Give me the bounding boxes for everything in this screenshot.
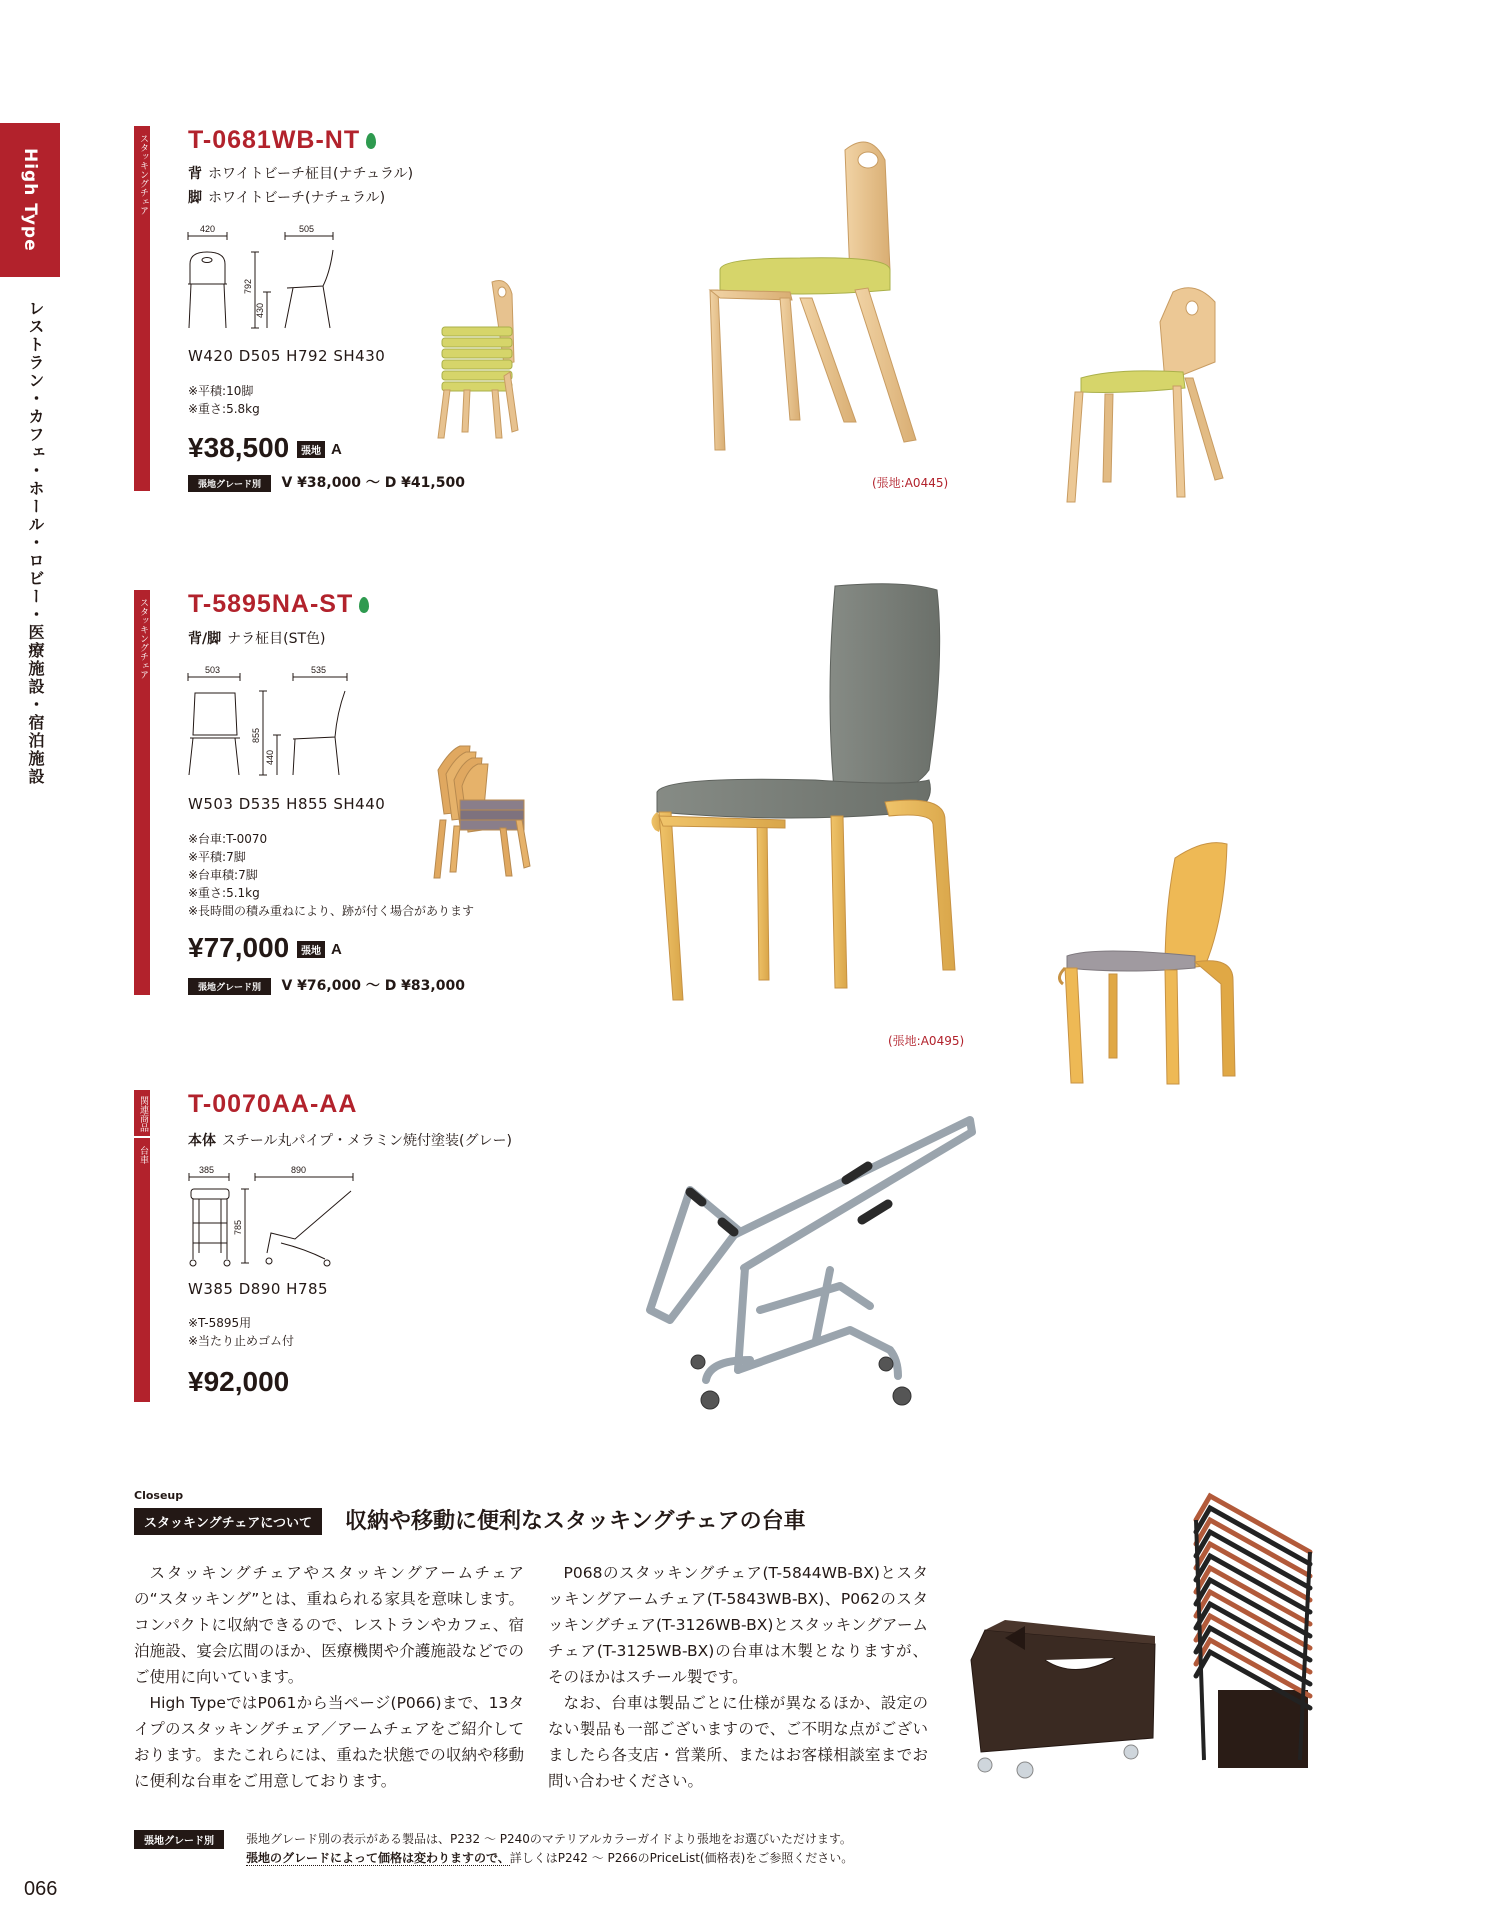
- price-value: ¥38,500: [188, 432, 290, 463]
- footer-note-2: [246, 1849, 853, 1866]
- dim-depth-label: 535: [311, 665, 327, 675]
- notes-list: [188, 830, 474, 920]
- grade-badge: 張地グレード別: [188, 475, 271, 492]
- spec-line: [188, 628, 326, 648]
- cart-image: [630, 1110, 990, 1430]
- fabric-badge: 張地: [297, 941, 325, 958]
- dimension-drawing: [185, 663, 350, 781]
- related-products-label: 関連商品: [138, 1096, 148, 1132]
- spec-line: [188, 1130, 512, 1150]
- dim-seat-height-label: 440: [265, 749, 275, 765]
- closeup-column-1: [134, 1560, 524, 1794]
- grade-range-line: [188, 472, 465, 492]
- dim-height-label: 855: [251, 727, 261, 743]
- fabric-grade: A: [331, 941, 342, 959]
- footer-note: 張地グレード別の表示がある製品は、P232 ～ P240のマテリアルカラーガイドより張地をお選びいただけます。: [246, 1832, 852, 1846]
- category-divider: [134, 1136, 150, 1138]
- model-text: T-0070AA-AA: [188, 1090, 358, 1118]
- spec-label: 背/脚: [188, 631, 222, 647]
- product-category-bar: [134, 126, 150, 491]
- model-text: T-0681WB-NT: [188, 126, 361, 154]
- stacked-chairs-image: [432, 272, 524, 442]
- closeup-paragraph: P068のスタッキングチェア(T-5844WB-BX)とスタッキングアームチェア(T-5843WB-BX)、P062のスタッキングチェア(T-3126WB-BX)とスタッキングアームチェア(T-3125WB-BX)の台車は木製となりますが、そのほかはスチール製です。: [548, 1564, 928, 1686]
- note-item: ※台車:T-0070: [188, 832, 268, 846]
- dimensions-text: W503 D535 H855 SH440: [188, 795, 386, 813]
- spec-value: ホワイトビーチ柾目(ナチュラル): [208, 166, 414, 182]
- price-value: ¥77,000: [188, 932, 290, 963]
- chair-main-image: [645, 580, 965, 1020]
- dim-width-label: 420: [200, 224, 216, 234]
- footer-grade-badge: 張地グレード別: [134, 1830, 224, 1849]
- note-item: ※平積:7脚: [188, 850, 246, 864]
- spec-line: [188, 187, 385, 207]
- chair-side-image: [1055, 282, 1235, 507]
- dim-height-label: 785: [233, 1219, 243, 1235]
- stacked-chairs-cart-image: [1180, 1490, 1340, 1780]
- note-item: ※重さ:5.1kg: [188, 886, 260, 900]
- price-value: ¥92,000: [188, 1366, 290, 1397]
- grade-range-line: [188, 975, 465, 995]
- dim-depth-label: 890: [291, 1165, 307, 1175]
- dimension-drawing: [185, 1163, 360, 1273]
- spec-label: 背: [188, 166, 202, 182]
- note-item: ※当たり止めゴム付: [188, 1334, 295, 1348]
- dim-width-label: 385: [199, 1165, 215, 1175]
- closeup-paragraph: High TypeではP061から当ページ(P066)まで、13タイプのスタッキングチェア／アームチェアをご紹介しております。またこれらには、重ねた状態での収納や移動に便利な台車をご用意しております。: [134, 1694, 524, 1790]
- spec-value: ホワイトビーチ(ナチュラル): [208, 190, 386, 206]
- note-item: ※台車積:7脚: [188, 868, 258, 882]
- grade-range: V ¥76,000 ～ D ¥83,000: [281, 978, 465, 994]
- chair-side-image: [1055, 838, 1255, 1088]
- chair-main-image: [680, 130, 960, 460]
- spec-line: [188, 163, 413, 183]
- page-number: 066: [24, 1878, 58, 1900]
- product-category-label: スタッキングチェア: [138, 134, 148, 215]
- product-category-bar: [134, 590, 150, 995]
- eco-leaf-icon: [366, 133, 376, 149]
- dimensions-text: W420 D505 H792 SH430: [188, 347, 386, 365]
- product-model: [188, 590, 369, 619]
- note-item: ※平積:10脚: [188, 384, 254, 398]
- notes-list: [188, 1314, 294, 1350]
- model-text: T-5895NA-ST: [188, 590, 354, 618]
- fabric-badge: 張地: [297, 441, 325, 458]
- dim-depth-label: 505: [299, 224, 315, 234]
- fabric-caption: (張地:A0495): [888, 1034, 965, 1048]
- dimension-drawing: [185, 222, 345, 332]
- dim-width-label: 503: [205, 665, 221, 675]
- note-item: ※長時間の積み重ねにより、跡が付く場合があります: [188, 904, 475, 918]
- spec-value: ナラ柾目(ST色): [227, 631, 326, 647]
- dim-seat-height-label: 430: [255, 302, 265, 318]
- spec-label: 本体: [188, 1133, 216, 1149]
- closeup-label: Closeup: [134, 1489, 184, 1502]
- dimensions-text: W385 D890 H785: [188, 1280, 329, 1298]
- price-line: [188, 1366, 289, 1398]
- closeup-paragraph: なお、台車は製品ごとに仕様が異なるほか、設定のない製品も一部ございますので、ご不明な点がございましたら各支店・営業所、またはお客様相談室までお問い合わせください。: [548, 1694, 928, 1790]
- spec-value: スチール丸パイプ・メラミン焼付塗装(グレー): [222, 1133, 512, 1149]
- dim-height-label: 792: [243, 278, 253, 294]
- spec-label: 脚: [188, 190, 202, 206]
- fabric-grade: A: [331, 441, 342, 459]
- footer-note-rest: 詳しくはP242 ～ P266のPriceList(価格表)をご参照ください。: [509, 1851, 854, 1865]
- product-model: [188, 126, 376, 155]
- closeup-column-2: [548, 1560, 928, 1794]
- note-item: ※T-5895用: [188, 1316, 252, 1330]
- note-item: ※重さ:5.8kg: [188, 402, 260, 416]
- price-line: [188, 932, 342, 964]
- side-tab[interactable]: [0, 123, 60, 277]
- product-category-label: スタッキングチェア: [138, 598, 148, 679]
- product-model: [188, 1090, 357, 1119]
- price-line: [188, 432, 342, 464]
- grade-range: V ¥38,000 ～ D ¥41,500: [281, 475, 465, 491]
- eco-leaf-icon: [359, 597, 369, 613]
- footer-note-bold: 張地のグレードによって価格は変わりますので、: [246, 1851, 510, 1865]
- closeup-paragraph: スタッキングチェアやスタッキングアームチェアの“スタッキング”とは、重ねられる家具を意味します。コンパクトに収納できるので、レストランやカフェ、宿泊施設、宴会広間のほか、医療機関や介護施設などでのご使用に向いています。: [134, 1564, 524, 1686]
- closeup-tag: スタッキングチェアについて: [134, 1508, 322, 1535]
- notes-list: [188, 382, 260, 418]
- product-category-label: 台車: [138, 1146, 148, 1164]
- grade-badge: 張地グレード別: [188, 978, 271, 995]
- closeup-heading: 収納や移動に便利なスタッキングチェアの台車: [345, 1509, 806, 1534]
- fabric-caption: (張地:A0445): [872, 476, 949, 490]
- side-tab-label: High Type: [20, 148, 40, 252]
- wooden-cart-image: [965, 1620, 1165, 1780]
- category-vertical-label: レストラン・カフェ・ホール・ロビー・医療施設・宿泊施設: [26, 300, 45, 786]
